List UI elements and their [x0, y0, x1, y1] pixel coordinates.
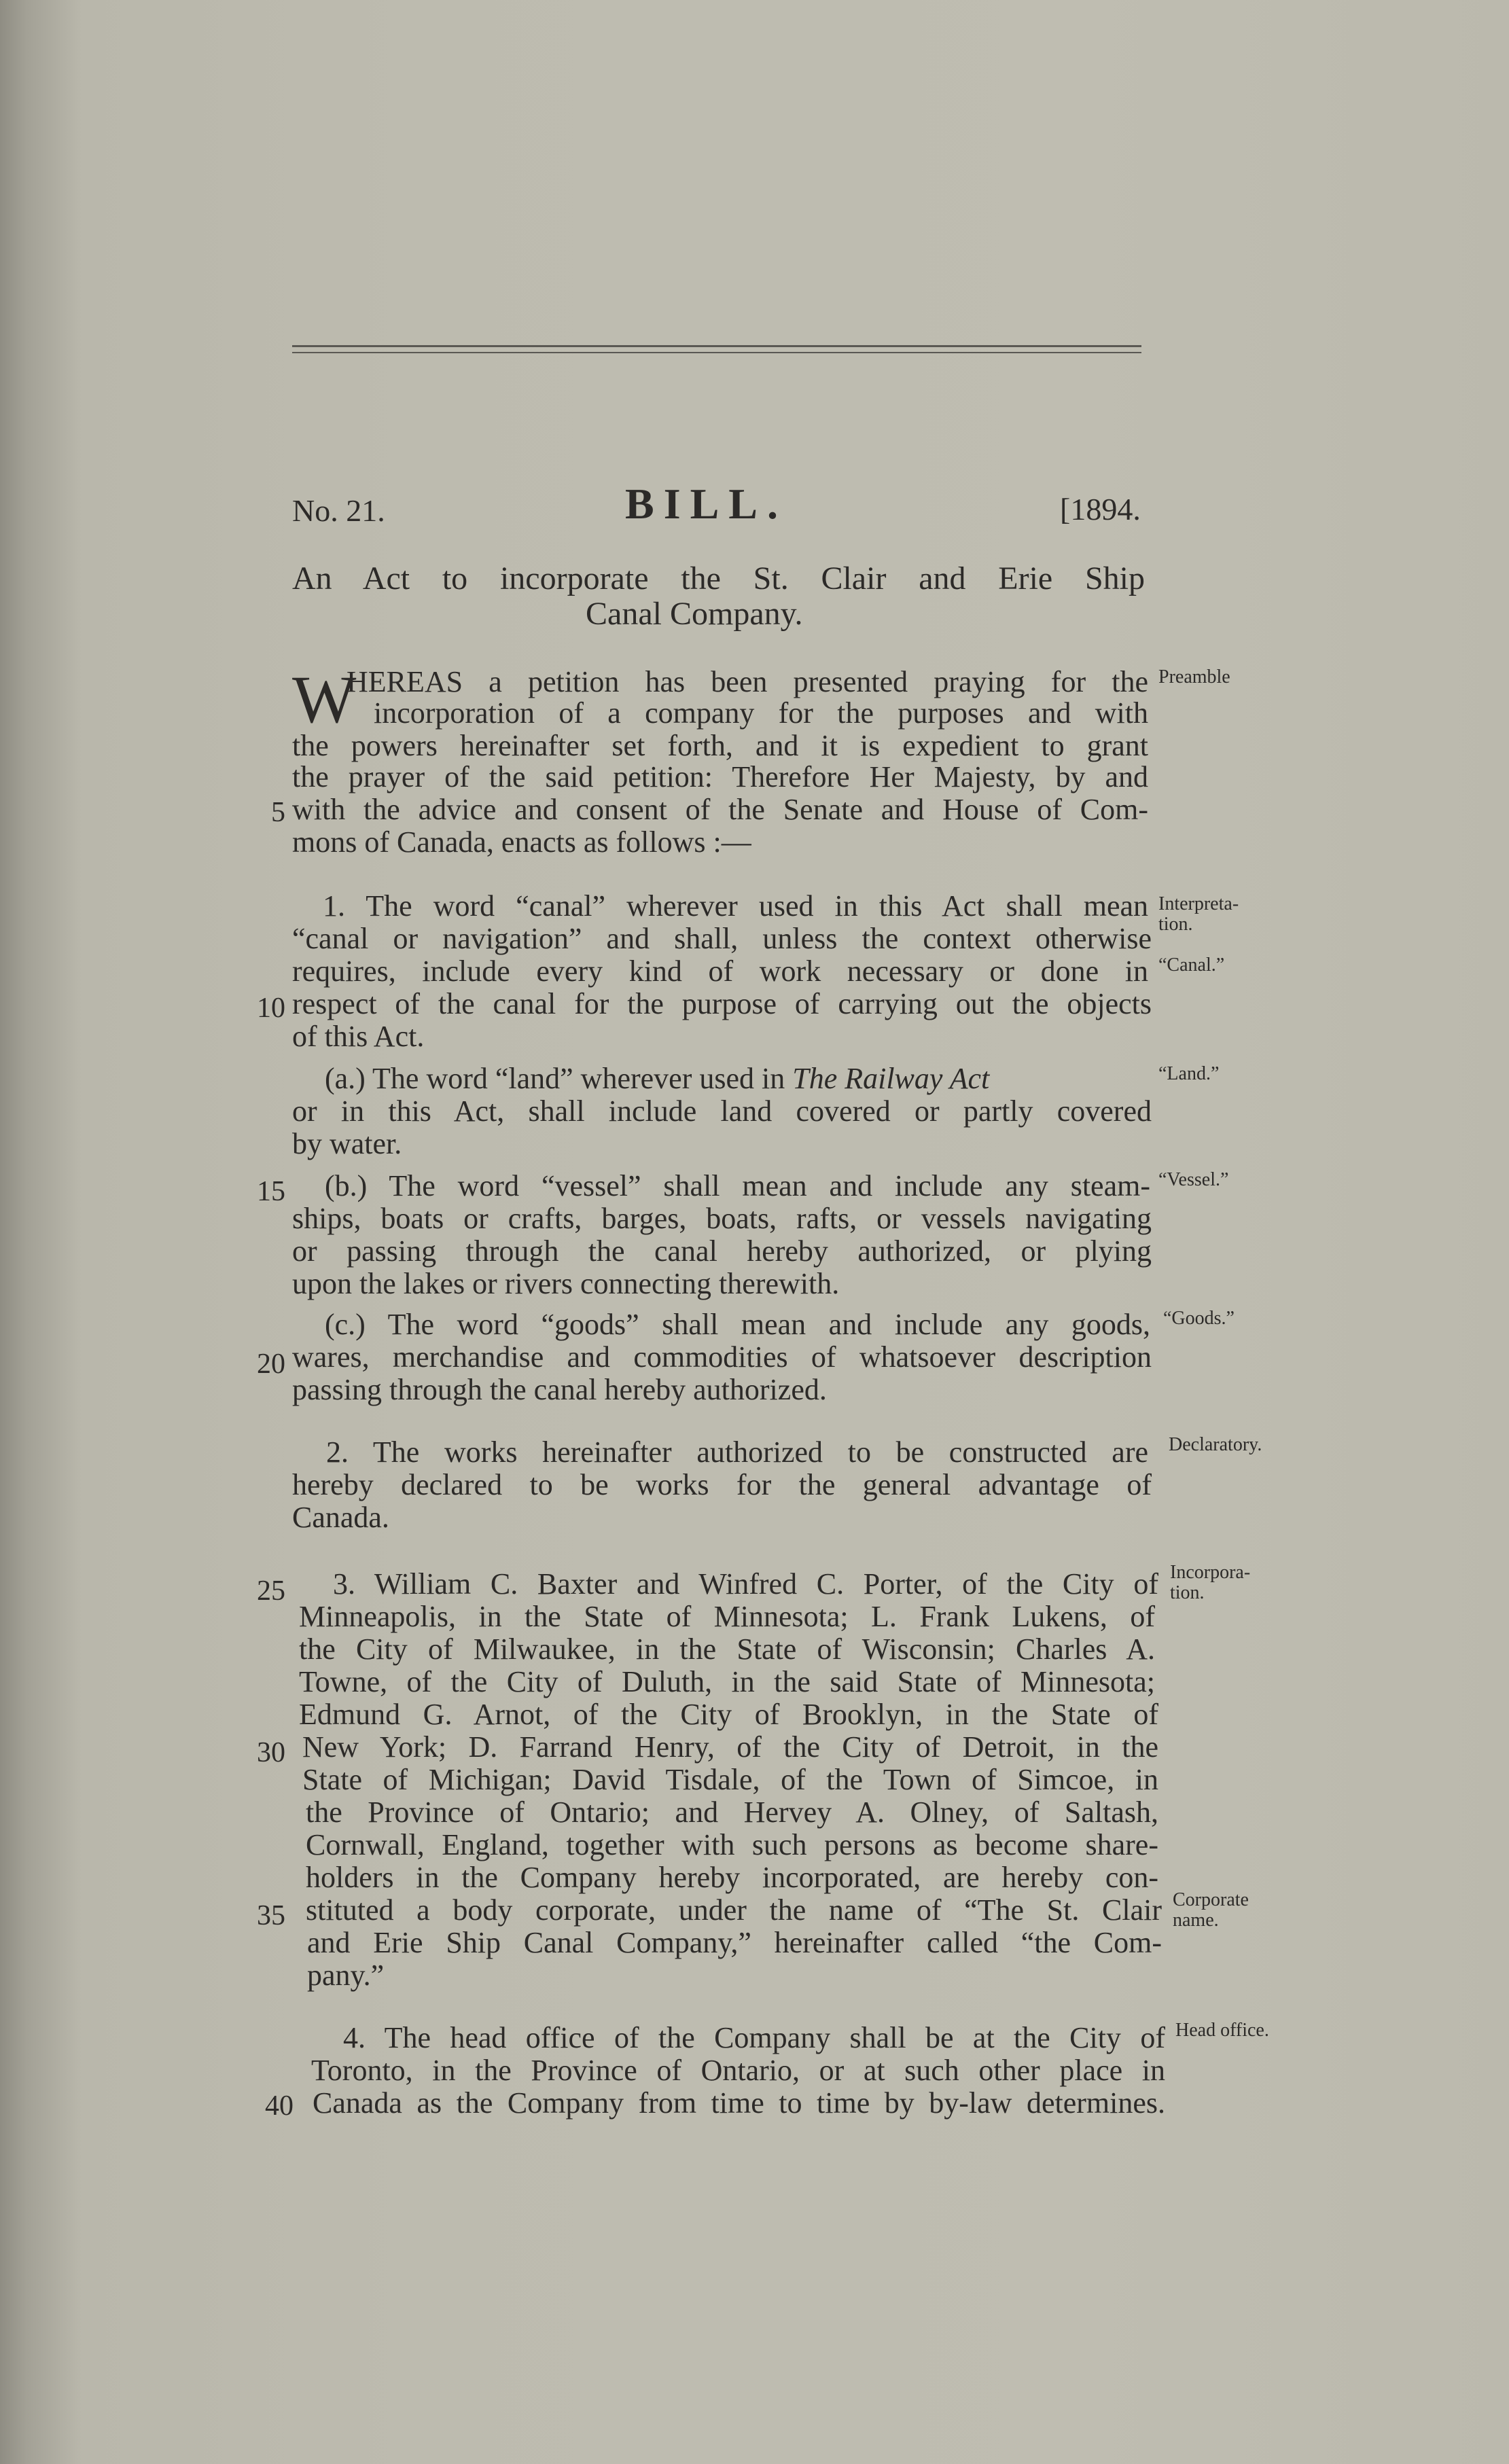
margin-note-head-office: Head office. — [1175, 2020, 1269, 2041]
act-title-line-1: An Act to incorporate the St. Clair and Erie Ship — [292, 560, 1145, 596]
section-3-line: and Erie Ship Canal Company,” hereinafter called “the Com- — [307, 1926, 1162, 1959]
section-b-line: or passing through the canal hereby authorized, or plying — [292, 1234, 1152, 1268]
section-a-line: by water. — [292, 1127, 402, 1160]
top-rule — [292, 345, 1141, 347]
section-b-line: upon the lakes or rivers connecting therewith. — [292, 1267, 840, 1300]
preamble-line: mons of Canada, enacts as follows :— — [292, 825, 751, 859]
section-4-line: Canada as the Company from time to time by by-law determines. — [313, 2086, 1165, 2120]
section-3-line: stituted a body corporate, under the name of “The St. Clair — [306, 1893, 1162, 1927]
section-a-text: (a.) The word “land” wherever used in — [325, 1062, 785, 1095]
line-number: 10 — [257, 993, 285, 1024]
line-number: 40 — [265, 2090, 294, 2122]
preamble-line: HEREAS a petition has been presented praying for the — [347, 665, 1148, 698]
section-2-line: 2. The works hereinafter authorized to be constructed are — [326, 1435, 1148, 1469]
bill-number: No. 21. — [292, 493, 385, 528]
top-rule-thin — [292, 352, 1141, 353]
preamble-line: with the advice and consent of the Senate and House of Com- — [292, 793, 1148, 826]
railway-act-title: The Railway Act — [792, 1062, 990, 1095]
preamble-line: the prayer of the said petition: Therefore Her Majesty, by and — [292, 760, 1148, 793]
line-number: 20 — [257, 1349, 285, 1380]
preamble-dropcap: W — [292, 662, 357, 737]
margin-note-vessel: “Vessel.” — [1158, 1169, 1229, 1190]
section-2-line: hereby declared to be works for the general advantage of — [292, 1468, 1152, 1501]
preamble-line: incorporation of a company for the purposes and with — [374, 696, 1148, 730]
section-3-line: holders in the Company hereby incorporated, are hereby con- — [306, 1861, 1158, 1894]
margin-note-incorporation: Incorpora- tion. — [1170, 1562, 1251, 1603]
section-3-line: Minneapolis, in the State of Minnesota; L. Frank Lukens, of — [299, 1600, 1155, 1633]
section-c-line: wares, merchandise and commodities of whatsoever description — [292, 1340, 1152, 1374]
line-number: 5 — [271, 797, 285, 828]
section-a-line: or in this Act, shall include land covered or partly covered — [292, 1094, 1152, 1128]
section-3-line: 3. William C. Baxter and Winfred C. Porter, of the City of — [333, 1567, 1158, 1601]
section-1-line: 1. The word “canal” wherever used in this Act shall mean — [323, 889, 1148, 923]
section-3-line: New York; D. Farrand Henry, of the City of Detroit, in the — [302, 1730, 1158, 1764]
section-b-line: (b.) The word “vessel” shall mean and include any steam- — [325, 1169, 1150, 1202]
section-3-line: Towne, of the City of Duluth, in the said State of Minnesota; — [299, 1665, 1155, 1698]
margin-note-corporate-name: Corporate name. — [1173, 1889, 1249, 1931]
section-b-line: ships, boats or crafts, barges, boats, rafts, or vessels navigating — [292, 1202, 1152, 1235]
section-1-line: “canal or navigation” and shall, unless the context otherwise — [292, 922, 1152, 955]
section-1-line: of this Act. — [292, 1020, 425, 1053]
line-number: 25 — [257, 1575, 285, 1607]
section-1-line: respect of the canal for the purpose of carrying out the objects — [292, 987, 1152, 1020]
section-3-line: the Province of Ontario; and Hervey A. Olney, of Saltash, — [306, 1796, 1158, 1829]
act-title-line-2: Canal Company. — [586, 596, 803, 632]
line-number: 15 — [257, 1176, 285, 1207]
line-number: 35 — [257, 1900, 285, 1931]
bill-year: [1894. — [1060, 492, 1141, 526]
line-number: 30 — [257, 1737, 285, 1768]
section-4-line: 4. The head office of the Company shall be at the City of — [343, 2021, 1165, 2054]
section-2-line: Canada. — [292, 1501, 389, 1534]
section-1-line: requires, include every kind of work necessary or done in — [292, 954, 1148, 988]
margin-note-interpretation: Interpreta- tion. — [1158, 893, 1239, 935]
section-3-line: the City of Milwaukee, in the State of Wisconsin; Charles A. — [299, 1632, 1155, 1666]
section-4-line: Toronto, in the Province of Ontario, or at such other place in — [311, 2054, 1165, 2087]
section-c-line: (c.) The word “goods” shall mean and include any goods, — [325, 1308, 1150, 1341]
section-3-line: Cornwall, England, together with such persons as become share- — [306, 1828, 1158, 1861]
margin-note-canal: “Canal.” — [1158, 954, 1225, 976]
margin-note-preamble: Preamble — [1158, 666, 1230, 688]
section-3-line: Edmund G. Arnot, of the City of Brooklyn, in the State of — [299, 1698, 1158, 1731]
section-3-line: pany.” — [307, 1959, 385, 1992]
margin-note-declaratory: Declaratory. — [1169, 1434, 1262, 1455]
margin-note-land: “Land.” — [1158, 1063, 1220, 1084]
margin-note-goods: “Goods.” — [1163, 1308, 1235, 1329]
section-c-line: passing through the canal hereby authorized. — [292, 1373, 827, 1406]
bill-title: BILL. — [625, 480, 787, 528]
section-3-line: State of Michigan; David Tisdale, of the Town of Simcoe, in — [302, 1763, 1158, 1796]
preamble-line: the powers hereinafter set forth, and it is expedient to grant — [292, 729, 1148, 762]
section-a-line — [325, 1063, 989, 1095]
